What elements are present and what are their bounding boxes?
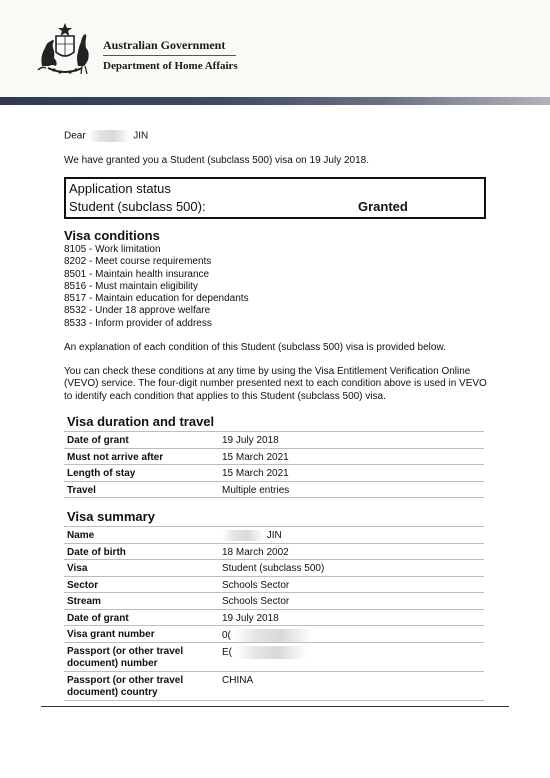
row-value: 15 March 2021 xyxy=(222,468,289,479)
condition-item: 8501 - Maintain health insurance xyxy=(64,268,210,280)
table-end-rule xyxy=(64,497,484,498)
row-label xyxy=(67,646,183,670)
visa-duration-table xyxy=(64,431,484,498)
coat-of-arms-icon xyxy=(34,22,96,76)
row-value: Schools Sector xyxy=(222,579,290,591)
row-label-line: document) country xyxy=(67,686,158,698)
table-row xyxy=(64,559,484,576)
row-value: 18 March 2002 xyxy=(222,546,289,558)
row-value: 15 March 2021 xyxy=(222,451,289,463)
visa-conditions-list xyxy=(64,244,249,330)
grant-number-prefix: 0( xyxy=(222,630,231,642)
passport-number-prefix: E( xyxy=(222,646,232,658)
table-row xyxy=(64,576,484,593)
salutation-surname: JIN xyxy=(133,130,149,142)
redacted-given-name xyxy=(88,130,130,142)
row-label: Date of grant xyxy=(67,612,129,624)
grant-statement: We have granted you a Student (subclass 500) visa on 19 July 2018. xyxy=(64,155,370,166)
row-label-line: Passport (or other travel xyxy=(67,674,184,686)
header-band xyxy=(0,97,550,105)
visa-summary-heading: Visa summary xyxy=(67,509,155,524)
row-value xyxy=(222,646,307,659)
row-label-line: document) number xyxy=(67,657,158,669)
condition-item: 8533 - Inform provider of address xyxy=(64,317,212,329)
row-value: Schools Sector xyxy=(222,596,290,607)
row-label: Must not arrive after xyxy=(67,451,164,463)
row-value: Student (subclass 500) xyxy=(222,563,325,574)
condition-item: 8516 - Must maintain eligibility xyxy=(64,280,198,292)
salutation-word: Dear xyxy=(64,130,86,142)
redacted-grant-number xyxy=(234,629,312,642)
row-label-line: Passport (or other travel xyxy=(67,645,184,657)
visa-duration-heading: Visa duration and travel xyxy=(67,414,215,429)
table-row xyxy=(64,464,484,481)
table-end-rule xyxy=(64,700,484,701)
row-label: Date of grant xyxy=(67,435,129,446)
table-row xyxy=(64,642,484,671)
redacted-passport-number xyxy=(235,646,307,659)
row-value: 19 July 2018 xyxy=(222,435,279,446)
row-label: Name xyxy=(67,530,95,541)
row-label: Travel xyxy=(67,484,96,496)
table-row xyxy=(64,625,484,642)
table-row xyxy=(64,448,484,465)
government-name: Australian Government xyxy=(103,38,226,52)
table-row xyxy=(64,431,484,448)
condition-item: 8532 - Under 18 approve welfare xyxy=(64,305,211,317)
row-value xyxy=(222,629,312,642)
redacted-given-name xyxy=(222,530,264,541)
salutation xyxy=(64,130,148,142)
row-label: Stream xyxy=(67,596,101,607)
table-row xyxy=(64,543,484,560)
letterhead xyxy=(0,0,550,97)
conditions-explanation: An explanation of each condition of this Student (subclass 500) visa is provided below. xyxy=(64,342,446,353)
condition-item: 8105 - Work limitation xyxy=(64,244,161,255)
table-row xyxy=(64,592,484,609)
condition-item: 8517 - Maintain education for dependants xyxy=(64,293,249,305)
table-row xyxy=(64,481,484,498)
row-value: Multiple entries xyxy=(222,484,290,496)
application-status-box xyxy=(64,177,486,219)
table-row xyxy=(64,609,484,626)
visa-conditions-heading: Visa conditions xyxy=(64,228,160,243)
row-label: Visa xyxy=(67,563,88,574)
footer-rule xyxy=(41,706,509,707)
row-label: Sector xyxy=(67,579,99,591)
status-title: Application status xyxy=(69,181,171,196)
name-surname: JIN xyxy=(266,530,282,542)
table-row xyxy=(64,526,484,543)
vevo-paragraph: You can check these conditions at any time by using the Visa Entitlement Verification Online (VEVO) service. The four-digit number presented next to each condition above is used in VEVO to identify each condition that applies to this Student (subclass 500) visa. xyxy=(64,366,487,402)
status-value: Granted xyxy=(358,199,408,214)
row-value xyxy=(222,530,282,542)
row-label: Length of stay xyxy=(67,468,136,479)
condition-item: 8202 - Meet course requirements xyxy=(64,256,212,268)
row-label xyxy=(67,675,183,699)
letterhead-divider xyxy=(103,55,236,56)
row-value: 19 July 2018 xyxy=(222,612,279,624)
row-label: Date of birth xyxy=(67,546,126,558)
table-row xyxy=(64,671,484,700)
department-name: Department of Home Affairs xyxy=(103,60,238,72)
status-visa-type: Student (subclass 500): xyxy=(69,199,206,214)
row-value: CHINA xyxy=(222,674,254,686)
row-label: Visa grant number xyxy=(67,629,155,640)
visa-summary-table xyxy=(64,526,484,701)
